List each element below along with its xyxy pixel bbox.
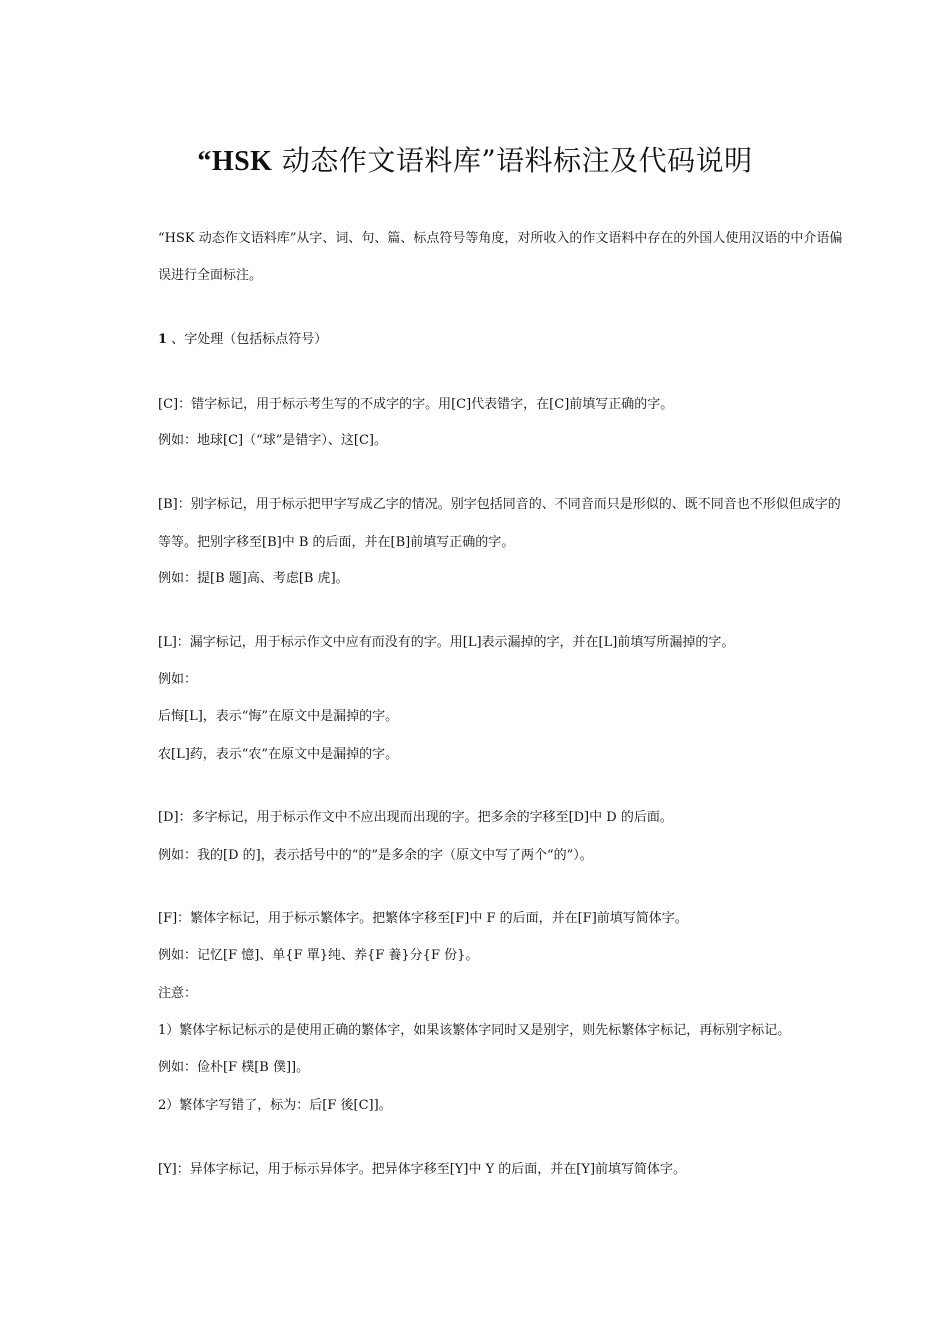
- paragraph-line: 例如：地球[C]（“球”是错字）、这[C]。: [158, 433, 387, 448]
- paragraph-line: 后悔[L]，表示“悔”在原文中是漏掉的字。: [158, 709, 399, 724]
- paragraph-line: 2）繁体字写错了，标为：后[F 後[C]]。: [158, 1098, 392, 1113]
- section-number: 1: [158, 332, 168, 347]
- paragraph-line: 例如：记忆[F 憶]、单{F 單}纯、养{F 養}分{F 份}。: [158, 948, 479, 963]
- document-title: [0, 141, 950, 182]
- paragraph-line: 例如：: [158, 672, 198, 687]
- paragraph-line: [B]：别字标记，用于标示把甲字写成乙字的情况。别字包括同音的、不同音而只是形似的、既不同音也不形似但成字的: [158, 497, 841, 512]
- paragraph-line: [F]：繁体字标记，用于标示繁体字。把繁体字移至[F]中 F 的后面，并在[F]前填写简体字。: [158, 911, 688, 926]
- title-text: 动态作文语料库”语料标注及代码说明: [272, 143, 753, 177]
- intro-line-1: “HSK 动态作文语料库”从字、词、句、篇、标点符号等角度，对所收入的作文语料中存在的外国人使用汉语的中介语偏: [158, 231, 843, 246]
- section-heading: [158, 331, 918, 349]
- paragraph-line: 1）繁体字标记标示的是使用正确的繁体字，如果该繁体字同时又是别字，则先标繁体字标记，再标别字标记。: [158, 1023, 791, 1038]
- paragraph-line: 注意：: [158, 986, 198, 1001]
- paragraph-line: 例如：俭朴[F 樸[B 僕]]。: [158, 1060, 310, 1075]
- paragraph-line: [Y]：异体字标记，用于标示异体字。把异体字移至[Y]中 Y 的后面，并在[Y]前填写简体字。: [158, 1162, 687, 1177]
- paragraph-line: [D]：多字标记，用于标示作文中不应出现而出现的字。把多余的字移至[D]中 D 的后面。: [158, 810, 673, 825]
- paragraph-line: 例如：提[B 题]高、考虑[B 虎]。: [158, 571, 349, 586]
- title-prefix: “HSK: [197, 145, 273, 177]
- paragraph-line: [C]：错字标记，用于标示考生写的不成字的字。用[C]代表错字，在[C]前填写正确的字。: [158, 397, 674, 412]
- intro-line-2: 误进行全面标注。: [158, 268, 263, 283]
- paragraph-line: 例如：我的[D 的]，表示括号中的“的”是多余的字（原文中写了两个“的”）。: [158, 848, 593, 863]
- paragraph-line: [L]：漏字标记，用于标示作文中应有而没有的字。用[L]表示漏掉的字，并在[L]前填写所漏掉的字。: [158, 635, 735, 650]
- section-title: 、字处理（包括标点符号）: [171, 332, 328, 347]
- paragraph-line: 等等。把别字移至[B]中 B 的后面，并在[B]前填写正确的字。: [158, 535, 515, 550]
- paragraph-line: 农[L]药，表示“农”在原文中是漏掉的字。: [158, 747, 399, 762]
